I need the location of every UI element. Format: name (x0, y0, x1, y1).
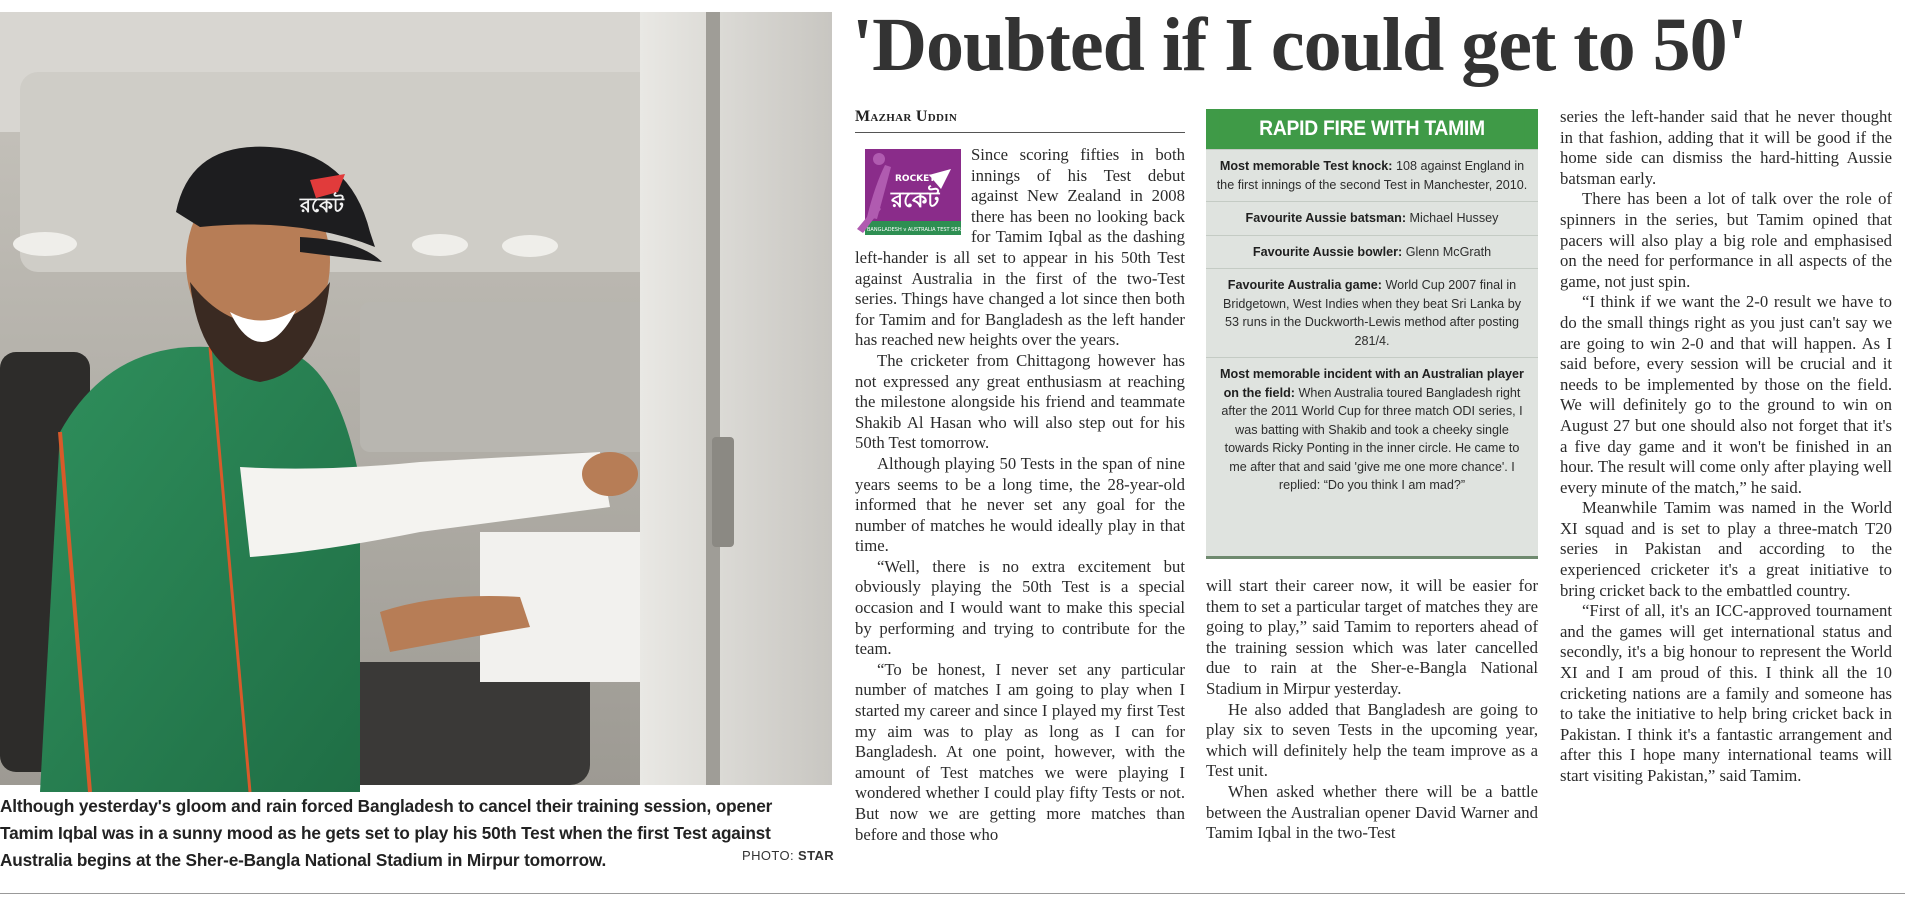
rapid-fire-answer: Glenn McGrath (1402, 244, 1492, 259)
cap-logo: রকেট (300, 193, 344, 217)
rapid-fire-label: Most memorable Test knock: (1219, 159, 1393, 173)
page-bottom-rule (0, 893, 1905, 894)
rapid-fire-sidebar (1206, 109, 1538, 559)
photo-credit-label: PHOTO: (742, 848, 795, 863)
article-paragraph: “To be honest, I never set any particular number of matches I am going to play when I started my career and since I played my first Test my aim was to play as long as I can for Bangladesh. At one point, however, with the amount of Test matches we were playing I wondered whether I could play fifty Tests or not. But now we are getting more matches than before and those who (855, 659, 1185, 844)
article-paragraph: Meanwhile Tamim was named in the World XI squad and is set to play a three-match T20 series in Pakistan and according to the experienced cricketer it's a great initiative to bring cricket back to the embattled country. (1560, 498, 1892, 600)
rapid-fire-item (1206, 201, 1538, 235)
article-headline: 'Doubted if I could get to 50' (852, 3, 1747, 87)
photo-credit (742, 848, 834, 863)
rapid-fire-answer: When Australia toured Bangladesh right after the 2011 World Cup for three match ODI series, I was batting with Shakib and took a cheeky single towards Ricky Ponting in the inner circle. He came to me after that and said 'give me one more chance'. I replied: “Do you think I am mad?” (1221, 385, 1523, 492)
article-column-1 (855, 145, 1185, 845)
article-paragraph: series the left-hander said that he never thought in that fashion, adding that it will be good if the home side can dismiss the hard-hitting Aussie batsman early. (1560, 107, 1892, 188)
rapid-fire-label: Favourite Australia game: (1227, 278, 1382, 292)
article-byline: Mazhar Uddin (855, 108, 1185, 133)
article-paragraph: The cricketer from Chittagong however has not expressed any great enthusiasm at reaching the milestone alongside his friend and teammate Shakib Al Hasan who will also step out for his 50th Test tomorrow. (855, 350, 1185, 453)
rapid-fire-label: Most memorable incident with an Australian player on the field: (1220, 367, 1524, 400)
rapid-fire-item (1206, 357, 1538, 502)
article-paragraph: “I think if we want the 2-0 result we have to do the small things right as you just can't say we are going to win 2-0 and that will happen. As I said before, every session will be crucial and it needs to be implemented by those on the field. We will definitely go to the ground to win on August 27 but one should also not forget that it's a five day game and it won't be finished in an hour. The result will come only after playing well every minute of the match,” he said. (1560, 292, 1892, 497)
rapid-fire-title: RAPID FIRE WITH TAMIM (1219, 109, 1524, 149)
article-paragraph: “Well, there is no extra excitement but obviously playing the 50th Test is a special occasion and I would want to make this special by performing and trying to contribute for the team. (855, 556, 1185, 659)
article-paragraph: will start their career now, it will be easier for them to set a particular target of matches they are going to play,” said Tamim to reporters ahead of the training session which was later cancelled due to rain at the Sher-e-Bangla National Stadium in Mirpur yesterday. (1206, 576, 1538, 698)
rapid-fire-answer: Michael Hussey (1406, 211, 1499, 225)
rapid-fire-item (1206, 268, 1538, 357)
article-column-3 (1206, 576, 1538, 844)
article-photo (0, 12, 832, 785)
article-paragraph: Although playing 50 Tests in the span of nine years seems to be a long time, the 28-year-old informed that he never set any goal for the number of matches he would ideally play in that time. (855, 453, 1185, 556)
logo-brand-text: রকেট (891, 188, 940, 213)
rapid-fire-label: Favourite Aussie batsman: (1245, 211, 1407, 225)
tamim-photo-illustration (0, 12, 832, 785)
article-paragraph: Since scoring fifties in both innings of his Test debut against New Zealand in 2008 there has been no looking back for Tamim Iqbal as the dashing left-hander is all set to appear in his 50th Test against Australia in the first of the two-Test series. Things have changed a lot since then both for Tamim and for Bangladesh as the left hander has reached new heights over the years. (855, 145, 1185, 350)
photo-caption-text: Although yesterday's gloom and rain forced Bangladesh to cancel their training session, opener Tamim Iqbal was in a sunny mood as he gets set to play his 50th Test when the first Test against Australia begins at the Sher-e-Bangla National Stadium in Mirpur tomorrow. (0, 796, 773, 870)
article-paragraph: “First of all, it's an ICC-approved tournament and the games will get international status and secondly, it's a big honour to represent the World XI and I am proud of this. I think all the 10 cricketing nations are a family and someone has to take the initiative to help bring cricket back in Pakistan. I think it's a fantastic arrangement and after this I hope many international teams will start visiting Pakistan,” said Tamim. (1560, 601, 1892, 785)
article-paragraph: When asked whether there will be a battle between the Australian opener David Warner and Tamim Iqbal in the two-Test (1206, 781, 1538, 843)
photo-credit-source: STAR (798, 848, 835, 863)
rapid-fire-answer: World Cup 2007 final in Bridgetown, West Indies when they beat Sri Lanka by 53 runs in the Duckworth-Lewis method after posting 281/4. (1223, 278, 1521, 348)
rapid-fire-answer: 108 against England in the first innings of the second Test in Manchester, 2010. (1216, 159, 1528, 192)
rapid-fire-header (1206, 109, 1538, 149)
article-column-4 (1560, 107, 1892, 787)
article-paragraph: There has been a lot of talk over the role of spinners in the series, but Tamim opined that pacers will also play a big role and emphasised on the need for performance in all aspects of the game, not just spin. (1560, 189, 1892, 291)
rocket-sponsor-logo (855, 145, 984, 239)
rapid-fire-item (1206, 149, 1538, 201)
article-paragraph: He also added that Bangladesh are going to play six to seven Tests in the upcoming year, which will definitely help the team improve as a Test unit. (1206, 699, 1538, 781)
logo-series-text: BANGLADESH v AUSTRALIA TEST SERIES 2017 (867, 227, 984, 233)
photo-caption (0, 793, 835, 874)
logo-small-text: ROCKET (895, 174, 936, 184)
rapid-fire-item (1206, 235, 1538, 269)
rapid-fire-label: Favourite Aussie bowler: (1252, 244, 1403, 259)
